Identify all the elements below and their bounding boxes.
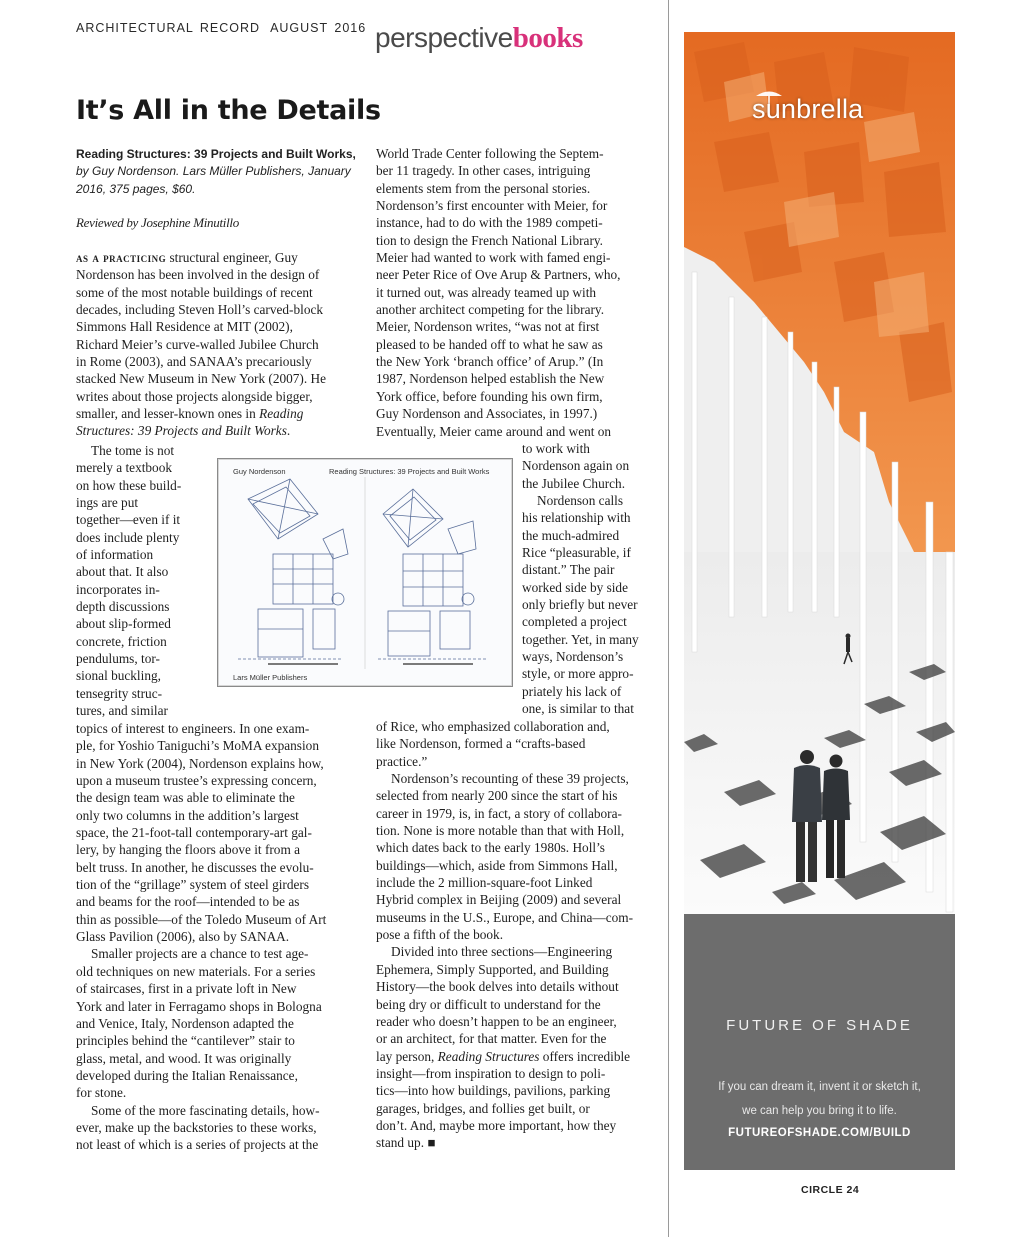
text-line: Meier, Nordenson writes, “was not at first	[376, 319, 600, 335]
text-line: incorporates in-	[76, 581, 160, 597]
text-line: tures, and similar	[76, 703, 168, 719]
ad-copy-line: If you can dream it, invent it or sketch it,	[718, 1081, 921, 1093]
text-line: which dates back to the early 1980s. Holl’s	[376, 840, 605, 856]
text-line: elements stem from the personal stories.	[376, 180, 591, 196]
text-line: lery, by hanging the floors above it from a	[76, 842, 301, 858]
text-line: distant.” The pair	[522, 562, 615, 578]
text-line: Meier had wanted to work with famed engi-	[376, 250, 611, 266]
text-line: pleased to be handed off to what he saw as	[376, 336, 603, 352]
text-line: to work with	[522, 441, 590, 456]
masthead	[76, 21, 366, 35]
figure-publisher-label: Lars Müller Publishers	[233, 673, 308, 682]
column-1-narrow	[76, 442, 211, 720]
text-line: ple, for Yoshio Taniguchi’s MoMA expansion	[76, 738, 319, 754]
text-line: one, is similar to that	[522, 701, 634, 717]
text-line: his relationship with	[522, 510, 631, 526]
text-line: belt truss. In another, he discusses the evolu-	[76, 859, 314, 875]
text-line: of Rice, who emphasized collaboration and,	[376, 719, 610, 734]
book-meta-line: 2016, 375 pages, $60.	[76, 181, 196, 196]
text-line: lay person,	[376, 1048, 438, 1064]
text-line: World Trade Center following the Septem-	[376, 146, 604, 161]
text-line: glass, metal, and wood. It was originally	[76, 1050, 292, 1066]
text-line: buildings—which, aside from Simmons Hall,	[376, 857, 618, 873]
section-label-light: perspective	[375, 22, 513, 53]
text-line: the Jubilee Church.	[522, 475, 626, 491]
text-line: about slip-formed	[76, 616, 171, 632]
column-1-top	[76, 249, 366, 440]
text-line: Some of the more fascinating details, how-	[91, 1102, 320, 1118]
text-line: completed a project	[522, 614, 627, 630]
text-line: ways, Nordenson’s	[522, 649, 624, 665]
reviewer-byline: Reviewed by Josephine Minutillo	[76, 215, 239, 230]
text-line: .	[286, 423, 291, 439]
book-meta-line: by Guy Nordenson. Lars Müller Publishers, January	[76, 164, 351, 179]
text-line: concrete, friction	[76, 633, 167, 649]
text-line: tion to design the French National Library.	[376, 232, 603, 248]
text-line: York and later in Ferragamo shops in Bologna	[76, 998, 322, 1014]
text-line: some of the most notable buildings of recent	[76, 284, 313, 300]
text-line: in New York (2004), Nordenson explains how,	[76, 755, 324, 771]
brand-logo: sunbrella	[752, 94, 864, 124]
book-spread-figure	[217, 458, 513, 687]
text-line: smaller, and lesser-known ones in	[76, 406, 260, 422]
text-line: decades, including Steven Holl’s carved-block	[76, 302, 324, 318]
text-line: the New York ‘branch office’ of Arup.” (In	[376, 354, 604, 370]
text-line: Guy Nordenson and Associates, in 1997.)	[376, 406, 598, 422]
column-2-narrow	[522, 440, 662, 718]
text-line: principles behind the “cantilever” stair to	[76, 1033, 295, 1049]
text-line: upon a museum trustee’s expressing concern,	[76, 773, 317, 789]
text-line: Rice “pleasurable, if	[522, 545, 631, 561]
book-title-inline: Reading Structures	[437, 1048, 540, 1064]
text-line: Simmons Hall Residence at MIT (2002),	[76, 319, 293, 335]
text-line: sional buckling,	[76, 668, 161, 684]
text-line: Nordenson calls	[537, 493, 624, 509]
text-line: of staircases, first in a private loft in New	[76, 981, 297, 997]
text-line: Nordenson has been involved in the design of	[76, 267, 320, 283]
text-line: and beams for the roof—intended to be as	[76, 894, 300, 910]
book-info	[76, 146, 366, 198]
ad-copy-line: we can help you bring it to life.	[742, 1105, 897, 1117]
text-line: does include plenty	[76, 529, 180, 545]
text-line: merely a textbook	[76, 460, 172, 476]
text-line: reader who doesn’t happen to be an engineer,	[376, 1013, 617, 1029]
text-line: garages, bridges, and follies get built, or	[376, 1100, 590, 1116]
text-line: thin as possible—of the Toledo Museum of Art	[76, 911, 327, 927]
text-line: pose a fifth of the book.	[376, 927, 504, 943]
text-line: or an architect, for that matter. Even for the	[376, 1031, 607, 1047]
text-line: Smaller projects are a chance to test age-	[91, 946, 309, 962]
text-line: priately his lack of	[522, 683, 622, 699]
text-line: Richard Meier’s curve-walled Jubilee Church	[76, 336, 319, 352]
text-line: pendulums, tor-	[76, 651, 160, 667]
text-line: Hybrid complex in Beijing (2009) and several	[376, 892, 622, 908]
text-line: include the 2 million-square-foot Linked	[376, 875, 593, 891]
end-mark-line: stand up. ■	[376, 1135, 436, 1151]
text-line: selected from nearly 200 since the start of his	[376, 788, 618, 804]
section-label	[375, 18, 583, 58]
text-line: another architect competing for the library.	[376, 302, 605, 318]
text-line: topics of interest to engineers. In one exam-	[76, 721, 310, 736]
text-line: tensegrity struc-	[76, 685, 163, 701]
text-line: Ephemera, Simply Supported, and Building	[376, 961, 609, 977]
text-line: depth discussions	[76, 599, 170, 615]
text-line: style, or more appro-	[522, 666, 634, 682]
text-line: ber 11 tragedy. In other cases, intriguing	[376, 163, 591, 179]
page-gutter-divider	[668, 0, 669, 1237]
text-line: neer Peter Rice of Ove Arup & Partners, who,	[376, 267, 621, 283]
text-line: Nordenson’s first encounter with Meier, for	[376, 198, 608, 214]
figure-title-label: Reading Structures: 39 Projects and Built Works	[329, 467, 490, 476]
text-line: it turned out, was already teamed up with	[376, 284, 597, 300]
text-line: being dry or difficult to understand for the	[376, 996, 601, 1012]
figure-author-label: Guy Nordenson	[233, 467, 286, 476]
text-line: developed during the Italian Renaissance,	[76, 1067, 298, 1083]
text-line: tics—into how buildings, pavilions, parking	[376, 1083, 611, 1099]
text-line: old techniques on new materials. For a series	[76, 963, 316, 979]
ad-copy-panel	[684, 914, 955, 1170]
text-line: only two columns in the addition’s largest	[76, 807, 299, 823]
text-line: the design team was able to eliminate the	[76, 790, 295, 806]
text-line: the much-admired	[522, 527, 620, 543]
lede-small-caps: as a practicing	[76, 250, 167, 265]
ad-photo	[684, 32, 955, 914]
text-line: about that. It also	[76, 564, 169, 580]
text-line: only briefly but never	[522, 597, 638, 613]
text-line: History—the book delves into details without	[376, 979, 619, 995]
text-line: instance, had to do with the 1989 competi-	[376, 215, 603, 231]
text-line: 1987, Nordenson helped establish the New	[376, 371, 605, 387]
canopy-illustration	[684, 32, 955, 914]
text-line: not least of which is a series of projects at the	[76, 1137, 319, 1153]
sunbrella-advertisement	[684, 32, 955, 1170]
text-line: museums in the U.S., Europe, and China—com-	[376, 909, 634, 925]
text-line: structural engineer, Guy	[166, 250, 298, 265]
text-line: on how these build-	[76, 477, 182, 493]
column-1-bottom	[76, 720, 366, 1154]
ad-tagline: FUTURE OF SHADE	[726, 1017, 913, 1034]
text-line: together. Yet, in many	[522, 631, 639, 647]
text-line: space, the 21-foot-tall contemporary-art gal-	[76, 825, 312, 841]
text-line: insight—from inspiration to design to poli-	[376, 1065, 606, 1081]
text-line: don’t. And, maybe more important, how they	[376, 1117, 617, 1133]
text-line: career in 1979, is, in fact, a story of collabora-	[376, 805, 622, 821]
text-line: tion. None is more notable than that with Holl,	[376, 823, 625, 839]
text-line: and Venice, Italy, Nordenson adapted the	[76, 1015, 294, 1031]
structural-drawing	[218, 459, 512, 686]
column-2-top	[376, 145, 661, 440]
publication-name: ARCHITECTURAL RECORD	[76, 21, 261, 35]
text-line: tion of the “grillage” system of steel girders	[76, 877, 309, 893]
ad-url-link[interactable]: FUTUREOFSHADE.COM/BUILD	[728, 1127, 911, 1139]
issue-date: AUGUST 2016	[270, 21, 367, 35]
text-line: York office, before founding his own firm,	[376, 388, 603, 404]
text-line: Nordenson’s recounting of these 39 projects,	[391, 771, 629, 787]
text-line: ings are put	[76, 495, 139, 511]
book-title-inline: Structures: 39 Projects and Built Works	[76, 423, 287, 439]
text-line: in Rome (2003), and SANAA’s precariously	[76, 354, 312, 370]
text-line: like Nordenson, formed a “crafts-based	[376, 736, 586, 752]
book-title: Reading Structures: 39 Projects and Built Works,	[76, 147, 356, 161]
book-title-inline: Reading	[259, 406, 304, 422]
text-line: Glass Pavilion (2006), also by SANAA.	[76, 929, 290, 945]
text-line: offers incredible	[539, 1048, 631, 1064]
column-2-bottom	[376, 718, 661, 1152]
text-line: practice.”	[376, 753, 428, 769]
text-line: for stone.	[76, 1085, 127, 1101]
article-headline: It’s All in the Details	[76, 95, 381, 126]
text-line: together—even if it	[76, 512, 181, 528]
text-line: The tome is not	[91, 443, 175, 458]
text-line: Divided into three sections—Engineering	[391, 944, 613, 960]
reader-service-circle: CIRCLE 24	[801, 1184, 860, 1196]
section-label-bold: books	[512, 22, 583, 54]
text-line: stacked New Museum in New York (2007). He	[76, 371, 327, 387]
text-line: ever, make up the backstories to these works,	[76, 1119, 317, 1135]
text-line: of information	[76, 547, 154, 563]
text-line: Eventually, Meier came around and went on	[376, 423, 612, 439]
text-line: writes about those projects alongside bigger,	[76, 388, 313, 404]
text-line: Nordenson again on	[522, 458, 630, 474]
text-line: worked side by side	[522, 579, 628, 595]
